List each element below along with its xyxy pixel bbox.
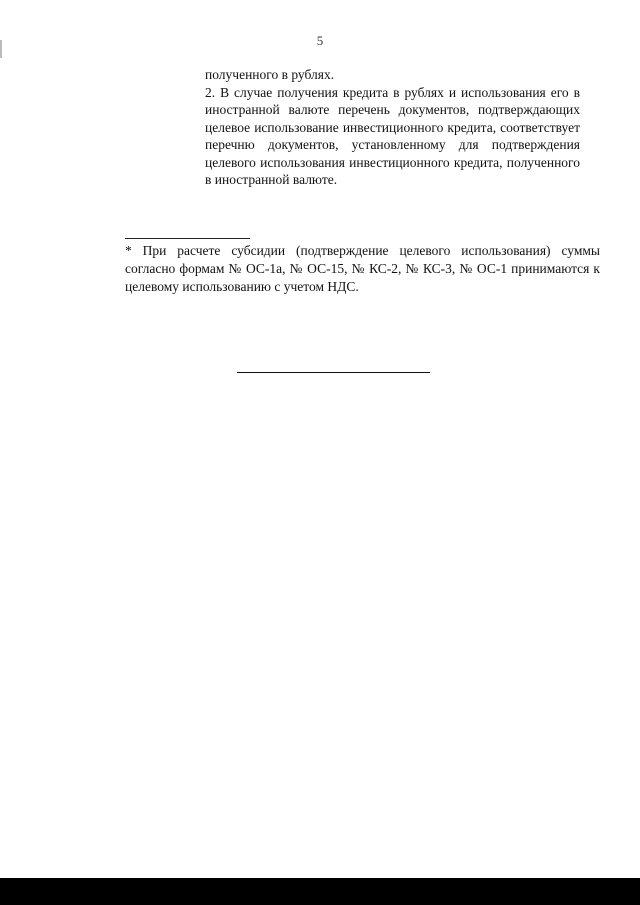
scan-bottom-border [0, 878, 640, 905]
page-number: 5 [316, 33, 324, 48]
body-section [205, 66, 580, 189]
footnote-separator [125, 238, 250, 239]
paragraph-continuation: полученного в рублях. [205, 67, 335, 82]
paragraph-item-2: 2. В случае получения кредита в рублях и использования его в иностранной валюте перечень документов, подтверждающих целевое использование инвестиционного кредита, соответствует перечню документов, установленному для подтверждения целевого использования инвестиционного кредита, полученного в иностранной валюте. [205, 84, 580, 187]
footnote-text: * При расчете субсидии (подтверждение целевого использования) суммы согласно формам № ОС-1а, № ОС-15, № КС-2, № КС-3, № ОС-1 принимаются к целевому использованию с учетом НДС. [125, 243, 600, 294]
end-of-document-rule [237, 372, 430, 373]
